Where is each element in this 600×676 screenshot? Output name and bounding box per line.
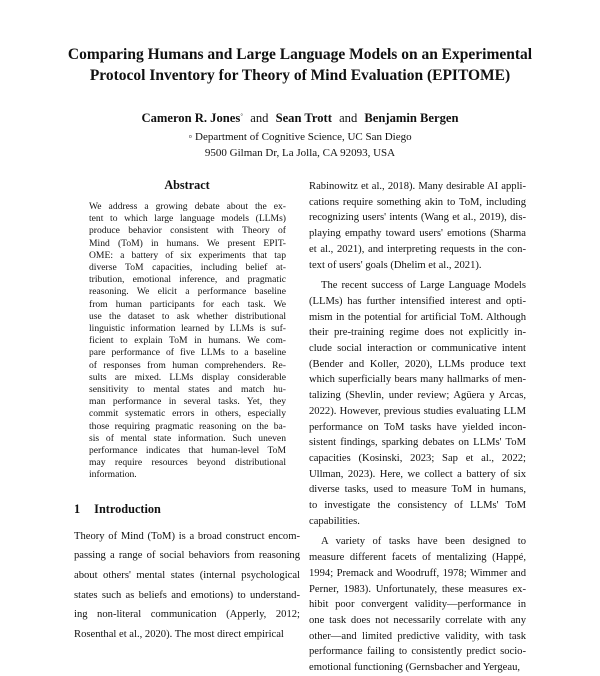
text-line: We address a growing debate about the ex- — [89, 201, 286, 212]
text-line: linguistic information learned by LLMs is suf- — [89, 323, 286, 335]
text-line: clude social interaction or communicative intent — [309, 343, 526, 355]
text-line: (Bender and Koller, 2020), LLMs produce text — [309, 358, 526, 370]
text-line: use the dataset to ask whether distributional — [89, 310, 286, 322]
text-line: hibit poor convergent validity—performance in — [309, 599, 526, 611]
text-line: to investigate the consistency of LLMs' ToM — [309, 500, 526, 512]
text-line: sistent findings, sparking debates on LLMs' ToM — [309, 437, 526, 449]
text-line: one task does not necessarily correlate with any — [309, 614, 526, 626]
text-line: Rabinowitz et al., 2018). Many desirable AI appli- — [309, 181, 526, 192]
text-line: recognizing users' intents (Wang et al., 2019), dis- — [309, 212, 526, 224]
text-line: reasoning. We elicit a performance baseline — [89, 286, 286, 298]
text-line: Ullman, 2023). Here, we collect a battery of six — [309, 468, 526, 480]
text-line: performance indicates that human-level ToM — [89, 445, 286, 457]
abstract-heading: Abstract — [164, 178, 210, 192]
text-line: their pre-training regime does not explicitly in- — [309, 327, 526, 339]
text-line: capacities (Kosinski, 2023; Sap et al., 2022; — [309, 452, 526, 464]
right-column-body — [309, 179, 526, 676]
text-line: OME: a battery of six experiments that tap — [89, 249, 286, 261]
text-line: mism in the potential for artificial ToM. Although — [309, 311, 526, 323]
affiliation — [60, 129, 540, 161]
text-line: 1994; Premack and Woodruff, 1978; Wimmer and — [309, 567, 526, 579]
text-line: A variety of tasks have been designed to — [321, 536, 526, 548]
author-name: Sean Trott — [275, 111, 332, 126]
text-line: playing empathy toward users' emotions (Sharma — [309, 228, 526, 240]
left-column — [74, 178, 300, 645]
text-line: cations require something akin to ToM, including — [309, 196, 526, 208]
text-line: performance failing to consistently predict socio- — [309, 646, 526, 658]
introduction-body — [74, 527, 300, 645]
section-title: Introduction — [94, 501, 161, 516]
text-line: produce behavior consistent with Theory of — [89, 225, 286, 237]
abstract-body — [74, 201, 300, 482]
text-line: may require resources beyond distributional — [89, 457, 286, 469]
affiliation-line: ◦ Department of Cognitive Science, UC San Diego — [188, 131, 412, 143]
paragraph — [309, 179, 526, 273]
text-line: diverse ToM capacities, including belief at- — [89, 262, 286, 274]
author-name: Benjamin Bergen — [364, 111, 459, 126]
text-line: about others' mental states (internal psychological — [74, 570, 300, 582]
text-line: which superficially bears many hallmarks of men- — [309, 374, 526, 386]
paragraph — [309, 534, 526, 675]
text-line: passing a range of social behaviors from reasoning — [74, 550, 300, 562]
text-line: measure different facets of mentalizing (Happé, — [309, 552, 526, 564]
section-number: 1 — [74, 501, 81, 516]
author-conjunction: and — [250, 111, 269, 126]
text-line: 2022). However, previous studies evaluating LLM — [309, 405, 526, 417]
text-line: performance on ToM tasks have yielded incon- — [309, 421, 526, 433]
text-line: et al., 2021), and interpreting requests in the con- — [309, 243, 526, 255]
paragraph — [309, 278, 526, 529]
paper-title — [60, 44, 540, 86]
title-line: Protocol Inventory for Theory of Mind Evaluation (EPITOME) — [89, 67, 511, 84]
author-list — [60, 110, 540, 126]
text-line: of responses from human comprehenders. Re- — [89, 359, 286, 371]
text-line: Theory of Mind (ToM) is a broad construct encom- — [74, 530, 300, 542]
right-column — [309, 179, 526, 676]
text-line: emotional functioning (Gernsbacher and Yergeau, — [309, 662, 521, 674]
text-line: sensitivity to mental states and match hu- — [89, 384, 286, 396]
text-line: ficient to explain ToM in humans. We com- — [89, 335, 286, 347]
text-line: commit systematic errors in others, especially — [89, 408, 286, 420]
text-line: those requiring pragmatic reasoning on the ba- — [89, 420, 286, 432]
text-line: pare performance of five LLMs to a baseline — [89, 347, 286, 359]
section-heading — [74, 502, 300, 517]
text-line: other—and limited predictive validity, with task — [309, 630, 526, 642]
text-line: man performance in several tasks. Yet, they — [89, 396, 286, 408]
affiliation-line: 9500 Gilman Dr, La Jolla, CA 92093, USA — [204, 147, 396, 159]
text-line: information. — [89, 469, 137, 481]
text-line: from human participants for each task. We — [89, 298, 286, 310]
text-line: tribution, emotional inference, and pragmatic — [89, 274, 286, 286]
author-conjunction: and — [339, 111, 358, 126]
text-line: Mind (ToM) in humans. We present EPIT- — [89, 237, 286, 249]
text-line: states such as beliefs and emotions) to understand- — [74, 589, 300, 601]
text-line: ing non-literal communication (Apperly, 2012; — [74, 609, 300, 621]
text-line: sults are mixed. LLMs display considerable — [89, 371, 286, 383]
author-name: Cameron R. Jones — [141, 111, 241, 126]
text-line: text of users' goals (Dhelim et al., 2021). — [309, 259, 482, 271]
text-line: The recent success of Large Language Models — [321, 280, 526, 292]
text-line: capabilities. — [309, 515, 360, 527]
text-line: tent to which large language models (LLMs) — [89, 213, 286, 225]
text-line: (LLMs) has further intensified interest and opti- — [309, 295, 526, 307]
text-line: Rosenthal et al., 2020). The most direct empirical — [74, 629, 284, 641]
affiliation-mark: ◦ — [240, 110, 244, 119]
text-line: diverse tasks, used to measure ToM in humans, — [309, 484, 526, 496]
text-line: sis of mental state information. Such uneven — [89, 432, 286, 444]
text-line: Perner, 1983). Unfortunately, these measures ex- — [309, 583, 526, 595]
text-line: talizing (Shevlin, under review; Agüera y Arcas, — [309, 390, 526, 402]
title-line: Comparing Humans and Large Language Models on an Experimental — [67, 46, 533, 63]
